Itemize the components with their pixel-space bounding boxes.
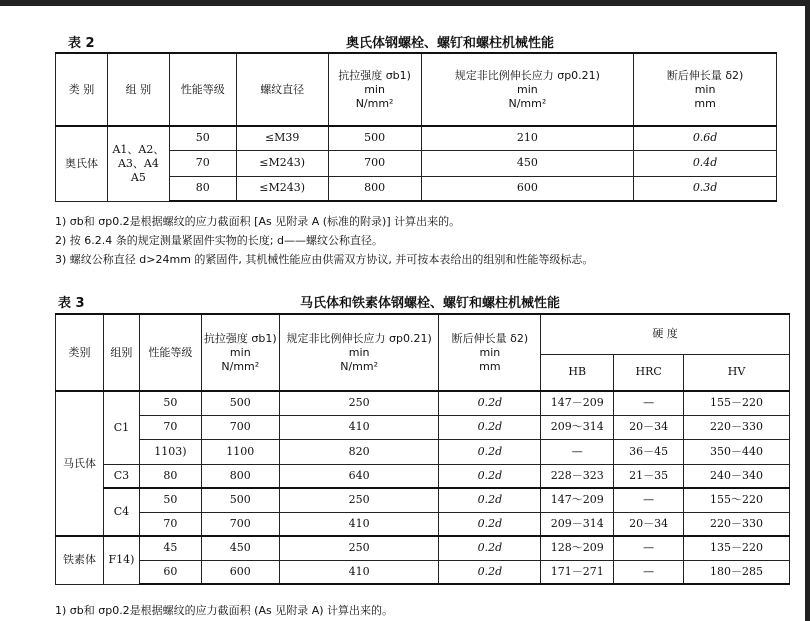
t3-tensile-min: min <box>229 345 251 359</box>
t2-yield-unit: N/mm² <box>508 96 547 110</box>
t3-category-martensite: 马氏体 <box>56 391 104 536</box>
t2-cell-elong: 0.4d <box>634 150 777 176</box>
table-row <box>56 126 777 150</box>
t2-header-elong <box>634 53 777 126</box>
t2-cell-diameter: ≤M243) <box>236 150 328 176</box>
t3-elong-min: min <box>479 345 501 359</box>
t3-cell-yield: 410 <box>279 512 439 536</box>
table2-header-row <box>56 53 777 126</box>
t3-cell-elong: 0.2d <box>439 536 541 560</box>
t3-cell-elong: 0.2d <box>439 512 541 536</box>
t3-cell-hv: 155－220 <box>684 391 790 415</box>
table-row <box>56 512 790 536</box>
window-right-edge <box>805 0 810 621</box>
t3-cell-elong: 0.2d <box>439 391 541 415</box>
t3-cell-hrc: — <box>614 391 684 415</box>
t3-elong-unit: mm <box>479 359 501 373</box>
t3-group-f1: F14) <box>103 536 139 584</box>
t3-cell-hv: 350－440 <box>684 439 790 464</box>
table3-notes <box>55 601 393 620</box>
t2-groups <box>107 126 169 201</box>
t2-cell-elong: 0.6d <box>634 126 777 150</box>
t3-cell-yield: 250 <box>279 391 439 415</box>
t3-cell-elong: 0.2d <box>439 560 541 584</box>
table2-notes <box>55 212 593 269</box>
t3-cell-hv: 240－340 <box>684 464 790 488</box>
t3-cell-yield: 410 <box>279 415 439 439</box>
t3-group-c3: C3 <box>103 464 139 488</box>
table-row <box>56 415 790 439</box>
t3-cell-yield: 640 <box>279 464 439 488</box>
t3-cell-grade: 1103) <box>139 439 201 464</box>
t2-cell-tensile: 700 <box>328 150 421 176</box>
t3-cell-hb: 147－209 <box>541 391 614 415</box>
t3-cell-hrc: 20－34 <box>614 415 684 439</box>
t3-cell-hrc: 21－35 <box>614 464 684 488</box>
t2-groups-line3: A5 <box>130 170 146 184</box>
t3-cell-grade: 60 <box>139 560 201 584</box>
t3-elong-label: 断后伸长量 δ2) <box>451 331 529 345</box>
t2-cell-grade: 50 <box>169 126 236 150</box>
t2-groups-line1: A1、A2、 <box>112 142 165 156</box>
t3-header-hv: HV <box>684 354 790 391</box>
t3-cell-hb: 209～314 <box>541 415 614 439</box>
t3-cell-hv: 135－220 <box>684 536 790 560</box>
table-row <box>56 439 790 464</box>
t3-cell-elong: 0.2d <box>439 439 541 464</box>
t3-cell-elong: 0.2d <box>439 464 541 488</box>
t2-tensile-label: 抗拉强度 σb1) <box>338 68 411 82</box>
t2-elong-label: 断后伸长量 δ2) <box>666 68 744 82</box>
t2-category-austenite: 奥氏体 <box>56 126 108 201</box>
table-row <box>56 464 790 488</box>
t2-header-yield <box>421 53 634 126</box>
t3-cell-hb: 147～209 <box>541 488 614 512</box>
t3-cell-tensile: 700 <box>201 415 279 439</box>
table2 <box>55 52 777 202</box>
t2-cell-grade: 80 <box>169 176 236 201</box>
t3-tensile-unit: N/mm² <box>221 359 260 373</box>
t3-cell-yield: 410 <box>279 560 439 584</box>
t3-tensile-label: 抗拉强度 σb1) <box>203 331 277 345</box>
t3-cell-hrc: 36－45 <box>614 439 684 464</box>
table3-header-row <box>56 314 790 354</box>
t3-header-grade: 性能等级 <box>139 314 201 391</box>
t2-note-1: 1) σb和 σp0.2是根据螺纹的应力截面积 [As 见附录 A (标准的附录)] 计算出来的。 <box>55 215 461 228</box>
t2-header-grade: 性能等级 <box>169 53 236 126</box>
t3-cell-grade: 50 <box>139 391 201 415</box>
t3-cell-hb: 128～209 <box>541 536 614 560</box>
t3-header-tensile <box>201 314 279 391</box>
table3-label: 表 3 <box>58 296 85 311</box>
t3-category-ferrite: 铁素体 <box>56 536 104 584</box>
t3-header-group: 组别 <box>103 314 139 391</box>
t3-cell-grade: 45 <box>139 536 201 560</box>
t2-cell-yield: 600 <box>421 176 634 201</box>
t3-header-hb: HB <box>541 354 614 391</box>
t2-cell-diameter: ≤M39 <box>236 126 328 150</box>
t3-cell-hb: 171－271 <box>541 560 614 584</box>
t3-yield-label: 规定非比例伸长应力 σp0.21) <box>286 331 432 345</box>
t3-cell-hv: 180－285 <box>684 560 790 584</box>
t3-cell-tensile: 500 <box>201 488 279 512</box>
t3-cell-hrc: — <box>614 488 684 512</box>
t2-cell-grade: 70 <box>169 150 236 176</box>
table-row <box>56 391 790 415</box>
t2-header-category: 类 别 <box>56 53 108 126</box>
t2-header-tensile <box>328 53 421 126</box>
t3-cell-hb: — <box>541 439 614 464</box>
table-row <box>56 488 790 512</box>
t3-cell-hv: 220－330 <box>684 512 790 536</box>
t3-cell-tensile: 600 <box>201 560 279 584</box>
t3-cell-yield: 820 <box>279 439 439 464</box>
t2-header-group: 组 别 <box>107 53 169 126</box>
t3-cell-hv: 155～220 <box>684 488 790 512</box>
t3-cell-hrc: 20－34 <box>614 512 684 536</box>
window-top-edge <box>0 0 810 6</box>
t3-group-c1: C1 <box>103 391 139 464</box>
t3-cell-grade: 50 <box>139 488 201 512</box>
t2-cell-tensile: 800 <box>328 176 421 201</box>
t2-elong-unit: mm <box>694 96 716 110</box>
t2-elong-min: min <box>694 82 716 96</box>
t3-header-category: 类别 <box>56 314 104 391</box>
t3-cell-tensile: 500 <box>201 391 279 415</box>
t3-cell-grade: 70 <box>139 415 201 439</box>
t2-cell-tensile: 500 <box>328 126 421 150</box>
t3-cell-grade: 70 <box>139 512 201 536</box>
t3-cell-tensile: 450 <box>201 536 279 560</box>
table3-title: 马氏体和铁素体钢螺栓、螺钉和螺柱机械性能 <box>299 296 560 311</box>
t3-cell-tensile: 1100 <box>201 439 279 464</box>
t2-tensile-unit: N/mm² <box>355 96 394 110</box>
t2-cell-yield: 450 <box>421 150 634 176</box>
t3-cell-hb: 228－323 <box>541 464 614 488</box>
t2-cell-elong: 0.3d <box>634 176 777 201</box>
t3-cell-elong: 0.2d <box>439 488 541 512</box>
t3-cell-hrc: — <box>614 560 684 584</box>
table2-title: 奥氏体钢螺栓、螺钉和螺柱机械性能 <box>345 36 554 51</box>
t3-header-hrc: HRC <box>614 354 684 391</box>
t2-cell-yield: 210 <box>421 126 634 150</box>
t2-note-3: 3) 螺纹公称直径 d>24mm 的紧固件, 其机械性能应由供需双方协议, 并可按本表给出的组别和性能等级标志。 <box>55 253 594 266</box>
table3 <box>55 313 790 585</box>
t2-tensile-min: min <box>364 82 385 96</box>
t2-note-2: 2) 按 6.2.4 条的规定测量紧固件实物的长度; d——螺纹公称直径。 <box>55 234 383 247</box>
t3-cell-yield: 250 <box>279 488 439 512</box>
t3-header-yield <box>279 314 439 391</box>
table2-label: 表 2 <box>68 36 95 51</box>
t3-cell-grade: 80 <box>139 464 201 488</box>
t3-cell-tensile: 800 <box>201 464 279 488</box>
t3-note-1: 1) σb和 σp0.2是根据螺纹的应力截面积 (As 见附录 A) 计算出来的。 <box>55 604 394 617</box>
table-row <box>56 560 790 584</box>
t3-header-hardness: 硬 度 <box>541 314 790 354</box>
t2-cell-diameter: ≤M243) <box>236 176 328 201</box>
t3-header-elong <box>439 314 541 391</box>
t3-cell-tensile: 700 <box>201 512 279 536</box>
table-row <box>56 536 790 560</box>
t2-yield-label: 规定非比例伸长应力 σp0.21) <box>454 68 600 82</box>
t3-cell-hrc: — <box>614 536 684 560</box>
t3-cell-yield: 250 <box>279 536 439 560</box>
t3-cell-hv: 220－330 <box>684 415 790 439</box>
t2-groups-line2: A3、A4 <box>117 156 159 170</box>
t3-cell-elong: 0.2d <box>439 415 541 439</box>
t2-yield-min: min <box>516 82 538 96</box>
t3-cell-hb: 209－314 <box>541 512 614 536</box>
t3-group-c4: C4 <box>103 488 139 536</box>
t3-yield-min: min <box>348 345 370 359</box>
t2-header-diameter: 螺纹直径 <box>236 53 328 126</box>
t3-yield-unit: N/mm² <box>340 359 378 373</box>
